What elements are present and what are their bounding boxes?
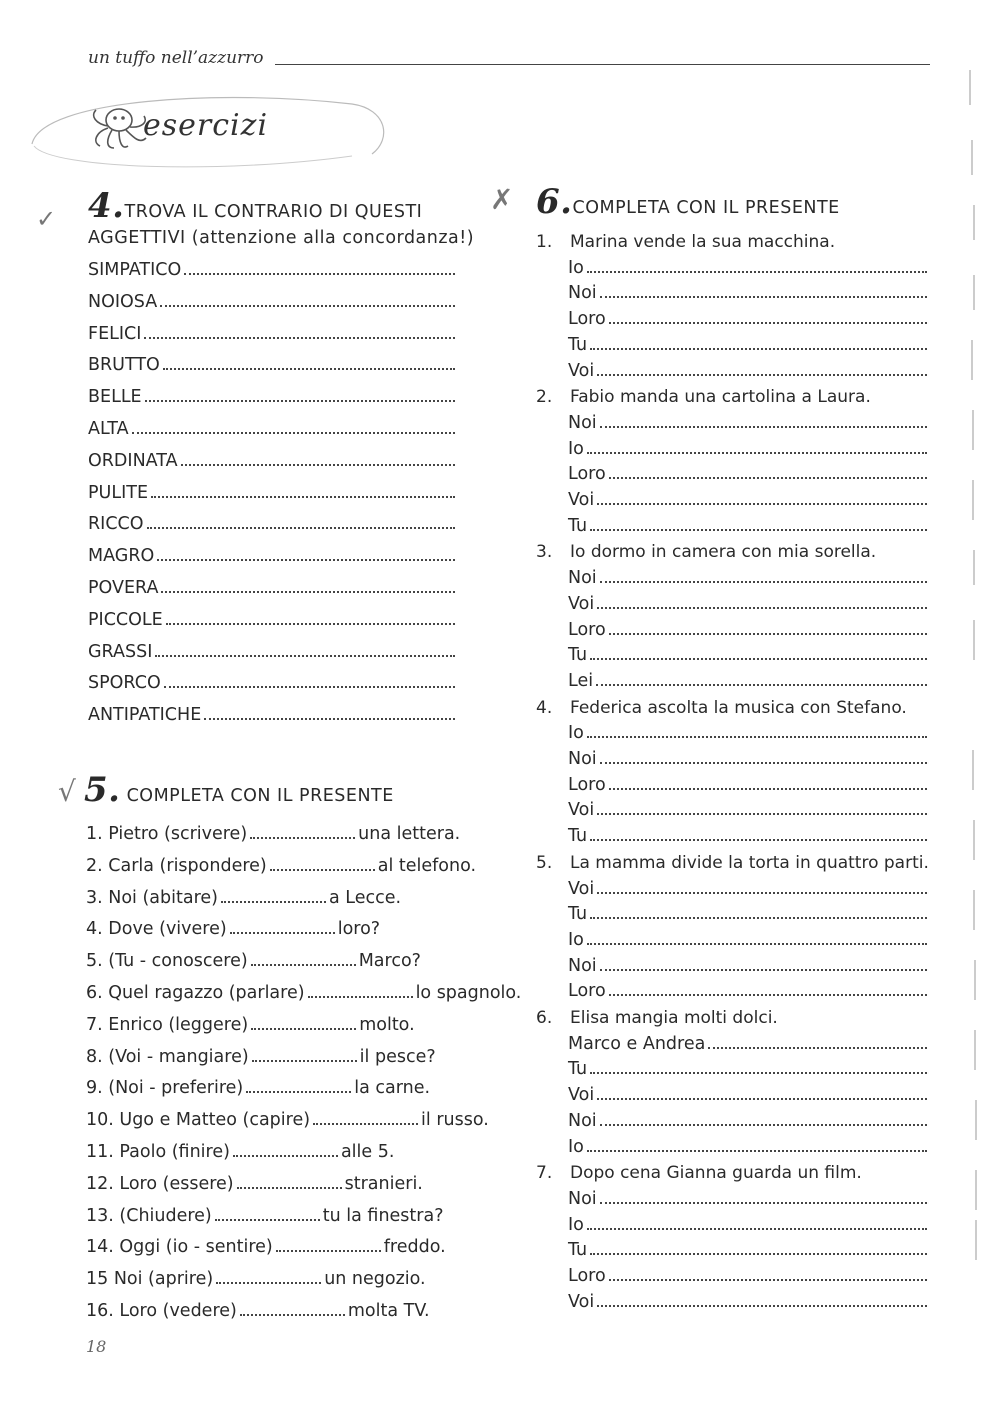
ex5-item-completion: stranieri. (344, 1173, 423, 1194)
ex5-item-completion: il pesce? (359, 1046, 436, 1067)
ex5-item-prompt: 2. Carla (rispondere) (86, 855, 267, 876)
ex6-subject: Voi (568, 360, 595, 381)
answer-blank[interactable] (708, 1046, 927, 1049)
ex4-item (88, 447, 458, 471)
ex6-sentence: Io dormo in camera con mia sorella. (570, 542, 877, 563)
ex4-item (88, 606, 458, 630)
ex6-item-number: 6. (536, 1008, 553, 1028)
ex6-subject: Tu (568, 334, 588, 355)
ex6-subject-row (568, 1109, 930, 1131)
answer-blank[interactable] (313, 1123, 418, 1125)
ex6-subject: Io (568, 1136, 584, 1157)
ex6-subject-row (568, 928, 930, 950)
ex5-item (86, 947, 421, 971)
ex5-item (86, 820, 460, 844)
ex6-subject: Io (568, 438, 584, 459)
ex5-item-prompt: 3. Noi (abitare) (86, 887, 218, 908)
ex6-item-number: 5. (536, 852, 553, 873)
ex4-item-word: ANTIPATICHE (88, 705, 202, 726)
ex4-item-word: MAGRO (88, 546, 155, 567)
answer-blank[interactable] (160, 304, 455, 307)
ex5-item-completion: una lettera. (358, 824, 461, 844)
ex6-subject: Tu (568, 645, 588, 666)
ex5-item (86, 1202, 444, 1226)
answer-blank[interactable] (155, 654, 455, 657)
answer-blank[interactable] (181, 463, 455, 466)
ex6-subject: Voi (568, 800, 595, 821)
ex6-subject-row (568, 1135, 930, 1157)
handwritten-check-mark: √ (58, 775, 76, 808)
ex6-subject-row (568, 359, 930, 381)
ex5-item-prompt: 15 Noi (aprire) (86, 1269, 214, 1290)
ex6-subject: Tu (568, 1240, 588, 1261)
ex5-number: 5. (84, 770, 121, 810)
ex6-subject: Tu (568, 515, 588, 536)
ex6-subject-row (568, 669, 930, 691)
ex5-item-prompt: 16. Loro (vedere) (86, 1301, 237, 1321)
ex5-item-prompt: 13. (Chiudere) (86, 1205, 212, 1226)
ex4-item-word: BELLE (88, 387, 142, 408)
ex5-item (86, 1138, 394, 1162)
ex4-item (88, 542, 458, 566)
answer-blank[interactable] (587, 270, 927, 273)
ex4-item-word: NOIOSA (88, 291, 158, 312)
ex4-item-word: RICCO (88, 514, 144, 535)
ex6-item-number: 7. (536, 1163, 553, 1184)
ex5-item (86, 979, 521, 1003)
ex5-item (86, 1233, 446, 1257)
ex5-heading (84, 770, 394, 810)
answer-blank[interactable] (609, 993, 927, 996)
answer-blank[interactable] (147, 526, 455, 529)
answer-blank[interactable] (233, 1155, 338, 1157)
ex4-item-word: FELICI (88, 323, 142, 344)
ex6-item-number: 2. (536, 387, 553, 408)
ex6-subject-row (568, 824, 930, 846)
ex5-item-completion: freddo. (383, 1237, 446, 1258)
ex6-subject-row (568, 1238, 930, 1260)
answer-blank[interactable] (270, 869, 375, 871)
answer-blank[interactable] (597, 1304, 927, 1307)
ex5-item-completion: a Lecce. (329, 887, 402, 908)
answer-blank[interactable] (597, 1097, 927, 1100)
answer-blank[interactable] (246, 1091, 351, 1093)
ex6-subject-row (568, 566, 930, 588)
answer-blank[interactable] (164, 685, 455, 688)
ex5-item (86, 1043, 436, 1067)
ex5-item-prompt: 7. Enrico (leggere) (86, 1014, 249, 1035)
ex6-subject: Voi (568, 593, 595, 614)
ex5-item (86, 1297, 430, 1321)
answer-blank[interactable] (587, 1227, 927, 1230)
answer-blank[interactable] (250, 837, 355, 839)
ex6-heading (536, 182, 840, 222)
ex6-subject: Voi (568, 1291, 595, 1312)
answer-blank[interactable] (587, 735, 927, 738)
ex4-item (88, 288, 458, 312)
ex6-subject: Loro (568, 1266, 606, 1286)
answer-blank[interactable] (132, 431, 455, 434)
ex5-item-completion: la carne. (354, 1078, 431, 1099)
ex6-item-number: 1. (536, 232, 553, 252)
ex6-subject: Io (568, 929, 584, 950)
ex6-subject-row (568, 979, 930, 1001)
ex6-subject: Tu (568, 1059, 588, 1080)
answer-blank[interactable] (600, 580, 927, 583)
ex6-subject-row (568, 411, 930, 433)
answer-blank[interactable] (600, 425, 927, 428)
ex4-item (88, 669, 458, 693)
ex5-item-prompt: 4. Dove (vivere) (86, 919, 227, 940)
answer-blank[interactable] (609, 632, 927, 635)
ex4-item (88, 574, 458, 598)
ex4-item (88, 320, 458, 344)
answer-blank[interactable] (166, 622, 455, 625)
ex6-subject: Noi (568, 283, 597, 304)
ex6-sentence: Dopo cena Gianna guarda un film. (570, 1163, 862, 1184)
ex5-item (86, 1106, 489, 1130)
answer-blank[interactable] (600, 1201, 927, 1204)
ex6-subject: Noi (568, 1188, 597, 1209)
ex6-subject: Io (568, 723, 584, 744)
answer-blank[interactable] (237, 1187, 342, 1189)
ex6-subject: Noi (568, 749, 597, 769)
ex4-item-word: GRASSI (88, 641, 153, 662)
ex5-item-completion: Marco? (358, 951, 421, 972)
ex6-subject-row (568, 902, 930, 924)
ex5-item (86, 1265, 426, 1289)
ex4-item (88, 479, 458, 503)
ex6-subject: Noi (568, 955, 597, 976)
ex5-item-completion: tu la finestra? (322, 1205, 444, 1226)
ex5-item-completion: al telefono. (377, 855, 477, 876)
ex6-subject: Loro (568, 619, 606, 640)
ex5-item-prompt: 5. (Tu - conoscere) (86, 951, 248, 972)
header-rule (275, 64, 930, 65)
ex5-item-prompt: 10. Ugo e Matteo (capire) (86, 1110, 311, 1131)
ex5-item-completion: alle 5. (340, 1142, 395, 1162)
answer-blank[interactable] (609, 787, 927, 790)
answer-blank[interactable] (600, 295, 927, 298)
answer-blank[interactable] (204, 717, 455, 720)
ex4-title-line1: TROVA IL CONTRARIO DI QUESTI (124, 202, 423, 222)
ex6-subject-row (568, 462, 930, 484)
ex6-subject: Noi (568, 568, 597, 589)
answer-blank[interactable] (590, 838, 927, 841)
answer-blank[interactable] (252, 1060, 357, 1062)
ex5-item-prompt: 6. Quel ragazzo (parlare) (86, 983, 305, 1003)
ex6-subject: Voi (568, 878, 595, 899)
ex6-subject-row (568, 721, 930, 743)
handwritten-x-mark: ✗ (490, 183, 514, 216)
ex6-sentence: Elisa mangia molti dolci. (570, 1008, 778, 1028)
ex6-subject-row (568, 307, 930, 329)
answer-blank[interactable] (251, 1028, 356, 1030)
ex4-item (88, 256, 458, 280)
ex4-item-word: ALTA (88, 419, 129, 439)
answer-blank[interactable] (590, 1252, 927, 1255)
ex6-sentence: La mamma divide la torta in quattro parti. (570, 852, 929, 873)
ex6-subject: Io (568, 1214, 584, 1235)
ex5-item (86, 1170, 423, 1194)
ex4-item (88, 638, 458, 662)
ex5-item-prompt: 14. Oggi (io - sentire) (86, 1237, 273, 1258)
ex5-item-prompt: 12. Loro (essere) (86, 1173, 234, 1194)
ex6-subject-row (568, 1083, 930, 1105)
scan-margin-marks (960, 60, 990, 1340)
answer-blank[interactable] (276, 1250, 381, 1252)
ex5-item-prompt: 8. (Voi - mangiare) (86, 1046, 249, 1067)
ex5-item (86, 884, 401, 908)
ex6-subject-row (568, 773, 930, 795)
answer-blank[interactable] (308, 996, 413, 998)
answer-blank[interactable] (609, 1278, 927, 1281)
ex6-subject-row (568, 488, 930, 510)
ex4-item (88, 415, 458, 439)
ex4-item-word: BRUTTO (88, 355, 160, 376)
ex6-item-number: 4. (536, 697, 553, 718)
ex6-subject-row (568, 643, 930, 665)
answer-blank[interactable] (221, 901, 326, 903)
ex6-subject-row (568, 256, 930, 278)
ex4-item-word: ORDINATA (88, 450, 178, 471)
answer-blank[interactable] (600, 968, 927, 971)
answer-blank[interactable] (184, 272, 455, 275)
ex6-subject: Tu (568, 826, 588, 847)
answer-blank[interactable] (590, 916, 927, 919)
answer-blank[interactable] (215, 1219, 320, 1221)
answer-blank[interactable] (609, 321, 927, 324)
answer-blank[interactable] (597, 812, 927, 815)
ex6-subject-row (568, 281, 930, 303)
ex5-item (86, 1011, 415, 1035)
ex6-subject-row (568, 954, 930, 976)
ex6-subject: Loro (568, 981, 606, 1002)
ex6-subject: Voi (568, 1085, 595, 1106)
answer-blank[interactable] (161, 590, 455, 593)
answer-blank[interactable] (587, 1149, 927, 1152)
ex4-item (88, 701, 458, 725)
answer-blank[interactable] (590, 657, 927, 660)
answer-blank[interactable] (216, 1282, 321, 1284)
answer-blank[interactable] (587, 942, 927, 945)
ex6-subject: Loro (568, 309, 606, 330)
ex4-item-word: POVERA (88, 578, 159, 598)
answer-blank[interactable] (597, 891, 927, 894)
answer-blank[interactable] (590, 347, 927, 350)
ex5-title: COMPLETA CON IL PRESENTE (126, 786, 394, 806)
ex6-title: COMPLETA CON IL PRESENTE (572, 198, 840, 218)
ex6-number: 6. (536, 182, 573, 222)
section-title: esercizi (143, 108, 269, 143)
answer-blank[interactable] (144, 336, 455, 339)
ex5-item (86, 1074, 430, 1098)
ex5-item (86, 915, 380, 939)
ex6-subject: Voi (568, 490, 595, 510)
handwritten-check-mark: ✓ (36, 205, 57, 233)
ex6-subject: Io (568, 257, 584, 278)
page-number: 18 (86, 1337, 107, 1356)
ex6-subject-row (568, 514, 930, 536)
answer-blank[interactable] (240, 1314, 345, 1316)
answer-blank[interactable] (145, 399, 455, 402)
ex6-sentence: Federica ascolta la musica con Stefano. (570, 697, 907, 718)
ex4-item-word: PULITE (88, 482, 149, 503)
ex4-item-word: SIMPATICO (88, 260, 182, 280)
ex6-sentence: Fabio manda una cartolina a Laura. (570, 387, 871, 408)
ex6-subject: Lei (568, 670, 594, 691)
answer-blank[interactable] (596, 683, 927, 686)
ex5-item-prompt: 9. (Noi - preferire) (86, 1078, 244, 1099)
ex5-item-completion: il russo. (421, 1110, 489, 1131)
ex6-subject: Tu (568, 904, 588, 925)
ex6-subject-row (568, 592, 930, 614)
answer-blank[interactable] (590, 1071, 927, 1074)
ex4-item-word: SPORCO (88, 673, 161, 694)
ex6-subject: Noi (568, 1110, 597, 1131)
ex4-item (88, 383, 458, 407)
ex5-item-prompt: 11. Paolo (finire) (86, 1142, 230, 1162)
answer-blank[interactable] (597, 502, 927, 505)
ex6-subject-row (568, 1057, 930, 1079)
ex5-item (86, 852, 476, 876)
ex5-item-completion: loro? (337, 919, 381, 940)
answer-blank[interactable] (157, 558, 455, 561)
ex6-subject-row (568, 1032, 930, 1054)
answer-blank[interactable] (600, 1123, 927, 1126)
answer-blank[interactable] (587, 451, 927, 454)
ex6-sentence: Marina vende la sua macchina. (570, 232, 836, 252)
ex5-item-completion: molta TV. (347, 1301, 430, 1321)
ex6-subject-row (568, 798, 930, 820)
ex4-item (88, 351, 458, 375)
ex6-subject-row (568, 1264, 930, 1286)
answer-blank[interactable] (597, 606, 927, 609)
ex4-heading (88, 186, 422, 226)
ex6-subject-row (568, 333, 930, 355)
ex4-item-word: PICCOLE (88, 609, 163, 630)
ex6-subject-row (568, 1213, 930, 1235)
answer-blank[interactable] (151, 495, 455, 498)
answer-blank[interactable] (597, 373, 927, 376)
running-head: un tuffo nell’azzurro (88, 48, 264, 68)
ex6-subject-row (568, 877, 930, 899)
ex4-item (88, 510, 458, 534)
ex4-number: 4. (88, 186, 125, 226)
answer-blank[interactable] (590, 528, 927, 531)
ex6-subject-row (568, 437, 930, 459)
ex6-subject-row (568, 1187, 930, 1209)
ex5-item-prompt: 1. Pietro (scrivere) (86, 824, 248, 844)
answer-blank[interactable] (600, 761, 927, 764)
answer-blank[interactable] (230, 932, 335, 934)
ex6-subject: Noi (568, 412, 597, 433)
ex6-subject-row (568, 1290, 930, 1312)
answer-blank[interactable] (251, 964, 356, 966)
ex6-subject-row (568, 618, 930, 640)
ex5-item-completion: lo spagnolo. (415, 983, 522, 1003)
answer-blank[interactable] (609, 476, 927, 479)
ex6-item-number: 3. (536, 542, 553, 563)
ex6-subject: Marco e Andrea (568, 1033, 706, 1054)
ex5-item-completion: molto. (359, 1014, 415, 1035)
ex5-item-completion: un negozio. (324, 1269, 426, 1290)
ex6-subject: Loro (568, 774, 606, 795)
ex6-subject: Loro (568, 464, 606, 485)
answer-blank[interactable] (163, 367, 455, 370)
ex6-subject-row (568, 747, 930, 769)
ex4-title-line2: AGGETTIVI (attenzione alla concordanza!) (88, 228, 475, 248)
